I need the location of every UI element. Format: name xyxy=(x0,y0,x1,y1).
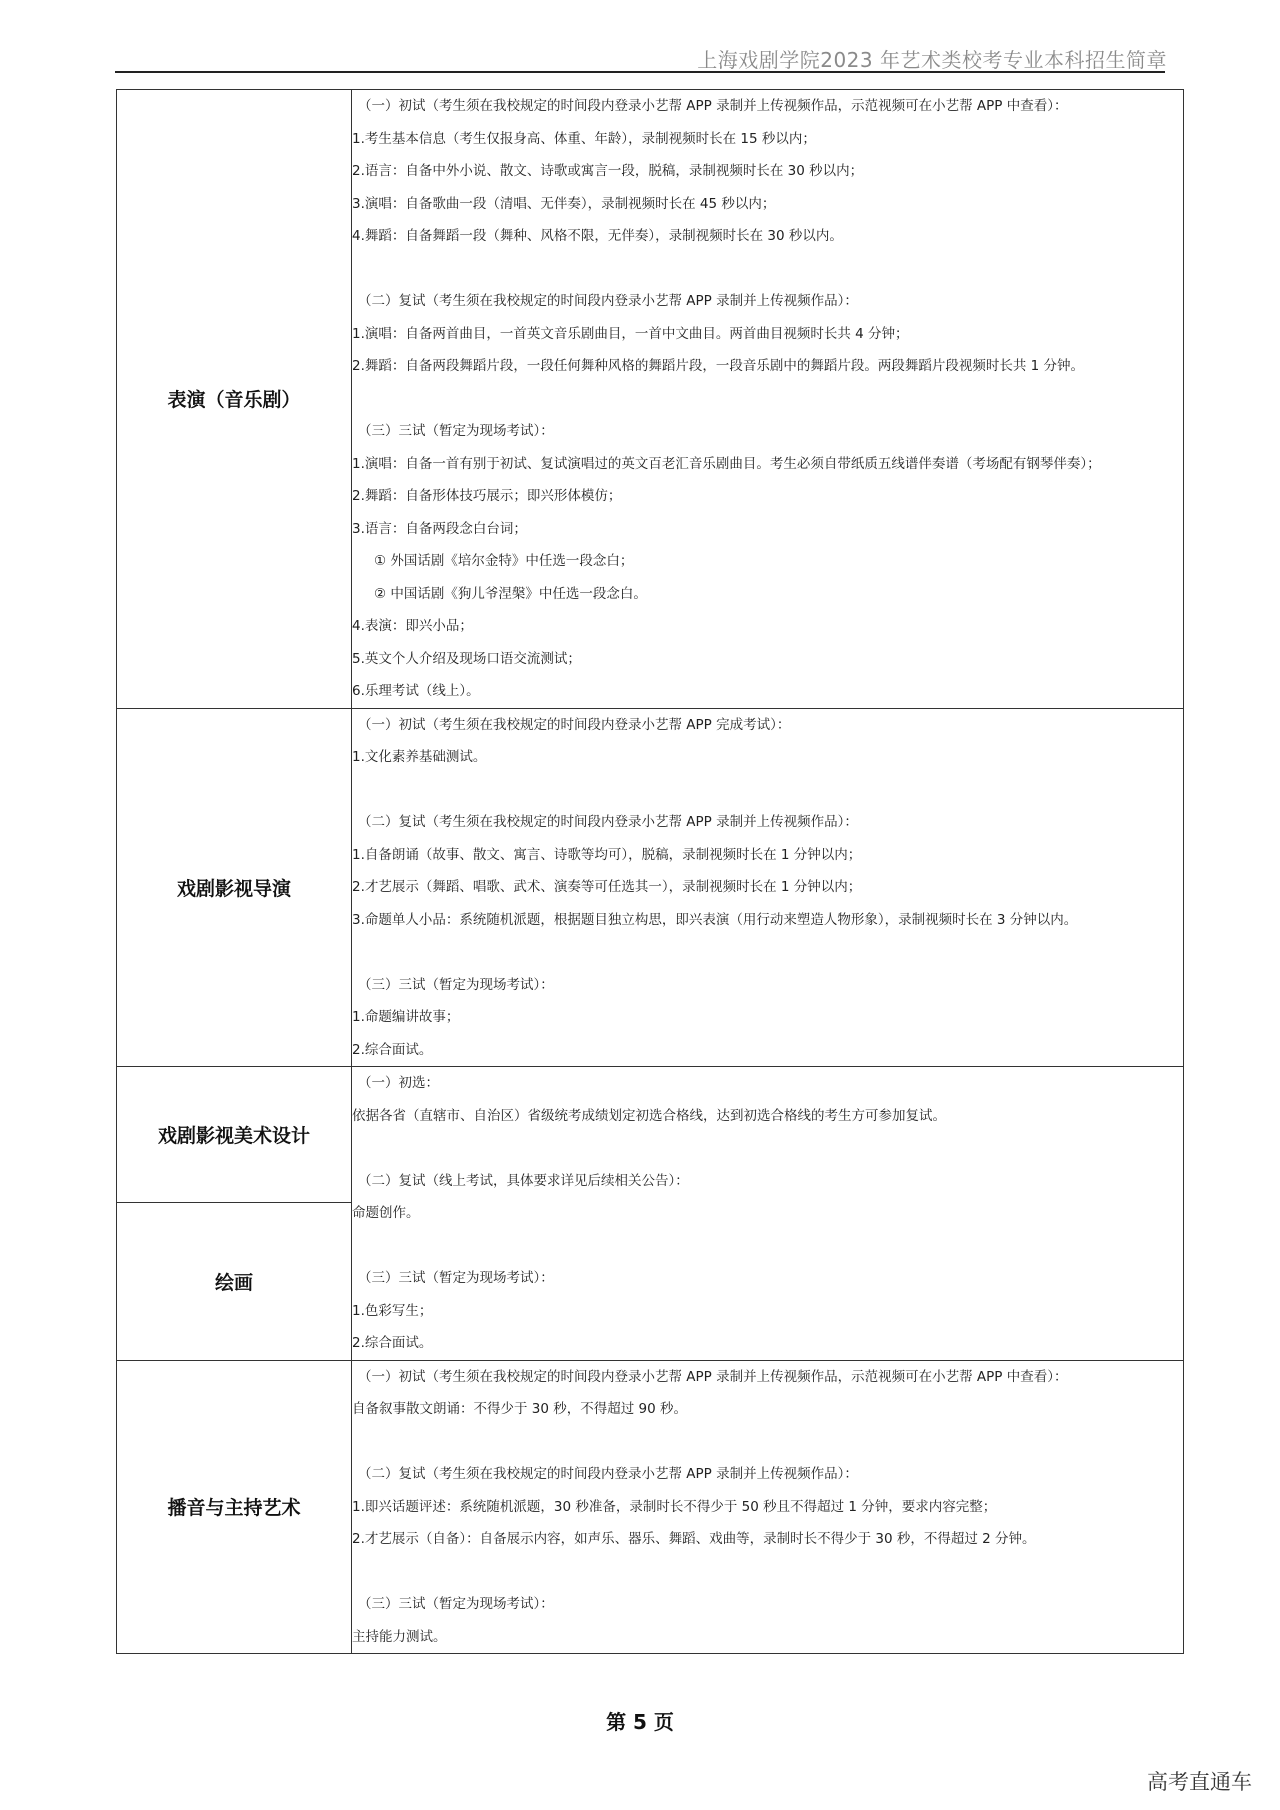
requirement-line: 2.舞蹈：自备形体技巧展示；即兴形体模仿； xyxy=(352,488,622,504)
table-row xyxy=(117,1360,1184,1654)
requirement-line: 依据各省（直辖市、自治区）省级统考成绩划定初选合格线，达到初选合格线的考生方可参加复试。 xyxy=(352,1107,946,1124)
requirement-line: 4.表演：即兴小品； xyxy=(352,618,473,634)
requirement-line: 自备叙事散文朗诵：不得少于 30 秒，不得超过 90 秒。 xyxy=(352,1401,688,1417)
requirement-line: 3.命题单人小品：系统随机派题，根据题目独立构思，即兴表演（用行动来塑造人物形象），录制视频时长在 3 分钟以内。 xyxy=(352,911,1078,928)
requirement-line: （二）复试（考生须在我校规定的时间段内登录小艺帮 APP 录制并上传视频作品）： xyxy=(358,814,858,830)
requirement-line: 1.即兴话题评述：系统随机派题，30 秒准备，录制时长不得少于 50 秒且不得超过 1 分钟，要求内容完整； xyxy=(352,1498,997,1515)
major-name: 戏剧影视导演 xyxy=(117,708,352,1067)
major-name: 绘画 xyxy=(117,1203,352,1360)
requirement-line: 1.考生基本信息（考生仅报身高、体重、年龄），录制视频时长在 15 秒以内； xyxy=(352,130,816,147)
requirement-line: ① 外国话剧《培尔金特》中任选一段念白； xyxy=(374,553,634,569)
requirement-line: （三）三试（暂定为现场考试）： xyxy=(358,1596,554,1612)
requirement-line: （三）三试（暂定为现场考试）： xyxy=(358,1270,554,1286)
requirement-line: （一）初试（考生须在我校规定的时间段内登录小艺帮 APP 完成考试）： xyxy=(358,716,791,733)
header-title: 上海戏剧学院2023 年艺术类校考专业本科招生简章 xyxy=(697,48,1167,72)
requirements-list xyxy=(352,1361,1183,1654)
requirement-line: 2.综合面试。 xyxy=(352,1041,433,1058)
requirement-line: 1.色彩写生； xyxy=(352,1302,433,1319)
table-row xyxy=(117,708,1184,1067)
blank-line xyxy=(352,936,1183,969)
requirement-line: 3.演唱：自备歌曲一段（清唱、无伴奏），录制视频时长在 45 秒以内； xyxy=(352,195,776,212)
requirement-line: 命题创作。 xyxy=(352,1205,420,1221)
requirement-line: 1.演唱：自备一首有别于初试、复试演唱过的英文百老汇音乐剧曲目。考生必须自带纸质五线谱伴奏谱（考场配有钢琴伴奏）； xyxy=(352,455,1101,472)
blank-line xyxy=(352,1426,1183,1459)
blank-line xyxy=(352,1132,1183,1165)
blank-line xyxy=(352,1230,1183,1263)
major-name: 播音与主持艺术 xyxy=(117,1360,352,1654)
requirement-line: （二）复试（线上考试，具体要求详见后续相关公告）： xyxy=(358,1172,689,1189)
requirement-line: ② 中国话剧《狗儿爷涅槃》中任选一段念白。 xyxy=(374,585,647,602)
requirement-line: （二）复试（考生须在我校规定的时间段内登录小艺帮 APP 录制并上传视频作品）： xyxy=(358,293,858,309)
requirement-line: 1.文化素养基础测试。 xyxy=(352,749,487,765)
requirements-cell xyxy=(352,1360,1184,1654)
requirement-line: 1.命题编讲故事； xyxy=(352,1009,460,1025)
blank-line xyxy=(352,383,1183,416)
requirement-line: 5.英文个人介绍及现场口语交流测试； xyxy=(352,650,581,667)
requirement-line: 2.舞蹈：自备两段舞蹈片段，一段任何舞种风格的舞蹈片段，一段音乐剧中的舞蹈片段。两段舞蹈片段视频时长共 1 分钟。 xyxy=(352,358,1085,374)
blank-line xyxy=(352,774,1183,807)
table-row xyxy=(117,90,1184,709)
table-row xyxy=(117,1067,1184,1203)
exam-requirements-table xyxy=(116,89,1184,1654)
requirement-line: （二）复试（考生须在我校规定的时间段内登录小艺帮 APP 录制并上传视频作品）： xyxy=(358,1466,858,1482)
requirement-line: 2.综合面试。 xyxy=(352,1335,433,1351)
requirement-line: 3.语言：自备两段念白台词； xyxy=(352,520,527,537)
blank-line xyxy=(352,253,1183,286)
requirement-line: （三）三试（暂定为现场考试）： xyxy=(358,976,554,993)
major-name: 戏剧影视美术设计 xyxy=(117,1067,352,1203)
requirement-line: （一）初选： xyxy=(358,1075,439,1091)
requirements-cell xyxy=(352,708,1184,1067)
major-name: 表演（音乐剧） xyxy=(117,90,352,709)
requirements-list xyxy=(352,90,1183,708)
requirement-line: 6.乐理考试（线上）。 xyxy=(352,683,480,699)
requirements-cell xyxy=(352,1067,1184,1361)
requirement-line: 主持能力测试。 xyxy=(352,1628,447,1645)
requirement-line: 2.语言：自备中外小说、散文、诗歌或寓言一段，脱稿，录制视频时长在 30 秒以内； xyxy=(352,163,864,179)
requirements-cell xyxy=(352,90,1184,709)
header-divider xyxy=(115,71,1165,73)
requirement-line: 2.才艺展示（舞蹈、唱歌、武术、演奏等可任选其一），录制视频时长在 1 分钟以内； xyxy=(352,879,862,895)
requirement-line: （三）三试（暂定为现场考试）： xyxy=(358,423,554,439)
watermark: 高考直通车 xyxy=(1147,1770,1252,1794)
requirement-line: （一）初试（考生须在我校规定的时间段内登录小艺帮 APP 录制并上传视频作品，示范视频可在小艺帮 APP 中查看）： xyxy=(358,1368,1068,1385)
requirement-line: 1.自备朗诵（故事、散文、寓言、诗歌等均可），脱稿，录制视频时长在 1 分钟以内； xyxy=(352,846,862,863)
requirement-line: （一）初试（考生须在我校规定的时间段内登录小艺帮 APP 录制并上传视频作品，示范视频可在小艺帮 APP 中查看）： xyxy=(358,98,1068,114)
requirements-list xyxy=(352,709,1183,1067)
requirement-line: 2.才艺展示（自备）：自备展示内容，如声乐、器乐、舞蹈、戏曲等，录制时长不得少于 30 秒，不得超过 2 分钟。 xyxy=(352,1531,1036,1547)
blank-line xyxy=(352,1556,1183,1589)
requirement-line: 1.演唱：自备两首曲目，一首英文音乐剧曲目，一首中文曲目。两首曲目视频时长共 4 分钟； xyxy=(352,325,909,342)
page-number: 第 5 页 xyxy=(606,1710,674,1734)
requirements-list xyxy=(352,1067,1183,1360)
requirement-line: 4.舞蹈：自备舞蹈一段（舞种、风格不限，无伴奏），录制视频时长在 30 秒以内。 xyxy=(352,228,843,244)
